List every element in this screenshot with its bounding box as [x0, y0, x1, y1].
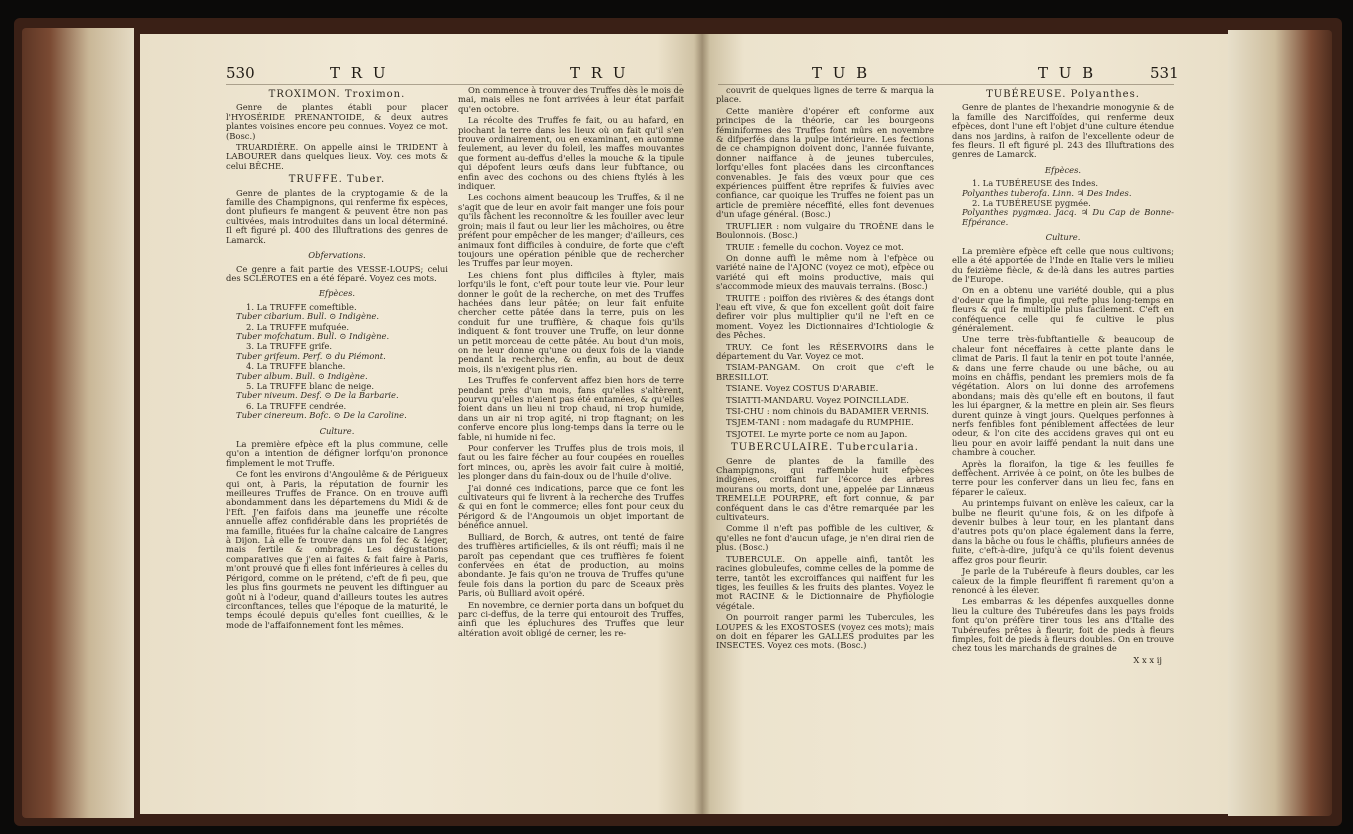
paragraph: couvrit de quelques lignes de terre & marqua la place.	[716, 85, 934, 105]
right-page	[702, 34, 1228, 814]
paragraph: TRUFLIER : nom vulgaire du TROÈNE dans le Boulonnois. (Bosc.)	[716, 220, 934, 241]
paragraph: Cette manière d'opérer eft conforme aux principes de la théorie, car les bourgeons féminiformes des Truffes font mûrs en novembre & difperfés dans la pulpe intérieure. Les fections de ce champignon doivent donc, l'année fuivante, donner naiffance à de jeunes tubercules, lorfqu'elles font placées dans les circonftances convenables. Je fais des vœux pour que ces expériences puiffent être reprifes & fuivies avec confiance, car quoique les Truffes ne foient pas un article de première néceffité, elles font devenues d'un ufage général. (Bosc.)	[716, 105, 934, 220]
paragraph: Je parle de la Tubéreufe à fleurs doubles, car les caïeux de la fimple fleuriffent fi rarement qu'on a renoncé à les élever.	[952, 566, 1174, 595]
paragraph: Comme il n'eft pas poffible de les cultiver, & qu'elles ne font d'aucun ufage, je n'en dirai rien de plus. (Bosc.)	[716, 523, 934, 553]
paragraph: TRUITE : poiffon des rivières & des étangs dont l'eau eft vive, & que fon excellent goût doit faire defirer voir plus multiplier qu'il ne l'eft en ce moment. Voyez les Dictionnaires d'Ichtiologie & des Pêches.	[716, 292, 934, 341]
paragraph: Bulliard, de Borch, & autres, ont tenté de faire des truffières artificielles, & ils ont réuffi; mais il ne paroît pas cependant que ces truffières fe foient confervées en état de production, au moins abondante. Je fais qu'on ne trouva de Truffes qu'une feule fois dans la portion du parc de Sceaux près Paris, où Bulliard avoit opéré.	[458, 531, 684, 599]
paragraph: Pour conferver les Truffes plus de trois mois, il faut ou les faire fécher au four coupées en rouelles fort minces, ou, après les avoir fait cuire à moitié, les plonger dans du fain-doux ou de l'huile d'olive.	[458, 443, 684, 482]
paragraph: TSIATTI-MANDARU. Voyez POINCILLADE.	[726, 394, 909, 405]
signature-mark: X x x ij	[1133, 654, 1162, 665]
page-number: 531	[1150, 64, 1179, 82]
section-heading: Culture.	[319, 425, 355, 436]
paragraph: TSIANE. Voyez COSTUS D'ARABIE.	[726, 383, 879, 394]
section-heading: Obfervations.	[308, 250, 366, 261]
entry-title: TUBERCULAIRE. Tubercularia.	[731, 442, 919, 454]
paragraph: TUBERCULE. On appelle ainfi, tantôt les racines globuleufes, comme celles de la pomme de terre, tantôt les excroiffances qui naiffent fur les tiges, les feuilles & les fruits des plantes. Voyez le mot RACINE & le Dictionnaire de Phyfiologie végétale.	[716, 553, 934, 611]
paragraph: TSI-CHU : nom chinois du BADAMIER VERNIS.	[726, 406, 929, 416]
entry-title: TROXIMON. Troximon.	[268, 89, 406, 100]
paragraph: La récolte des Truffes fe fait, ou au hafard, en piochant la terre dans les lieux où on fait qu'il s'en trouve ordinairement, ou en examinant, en automne feulement, au lever du foleil, les maffes mouvantes que forment au-deffus d'elles la mouche & la tipule qui dépofent leurs œufs dans leur fubftance, ou enfin avec des cochons ou des chiens ftylés à les indiquer.	[458, 115, 684, 192]
running-head: T R U	[330, 64, 389, 82]
paragraph: TRUY. Ce font les RÉSERVOIRS dans le département du Var. Voyez ce mot.	[716, 341, 934, 361]
paragraph: La première efpèce eft celle que nous cultivons; elle a été apportée de l'Inde en Italie vers le milieu du feizième fiècle, & de-là dans les autres parties de l'Europe.	[952, 245, 1174, 284]
section-heading: Efpèces.	[1044, 164, 1082, 175]
paragraph: Tuber cinereum. Bofc. ⊙ De la Caroline.	[236, 410, 407, 421]
paragraph: 2. La TUBÉREUSE pygmée.	[972, 198, 1091, 209]
paragraph: Les Truffes fe confervent affez bien hors de terre pendant près d'un mois, fans qu'elles s'altèrent, pourvu qu'elles n'aient pas été entamées, & qu'elles foient dans un lieu ni trop chaud, ni trop humide, dans un air ni trop agité, ni trop ftagnant; on les conferve encore plus long-temps dans la terre ou le fable, ni humide ni fec.	[458, 375, 684, 442]
paragraph: Genre de plantes de l'hexandrie monogynie & de la famille des Narciffoïdes, qui renferme deux efpèces, dont l'une eft l'objet d'une culture étendue dans nos jardins, à raifon de l'excellente odeur de fes fleurs. Il eft figuré pl. 243 des Illuftrations des genres de Lamarck.	[952, 102, 1174, 160]
page-stack-right	[1228, 30, 1332, 816]
paragraph: 5. La TRUFFE blanc de neige.	[246, 380, 374, 391]
paragraph: 3. La TRUFFE grife.	[246, 341, 332, 352]
paragraph: TSIAM-PANGAM. On croit que c'eft le BRESILLOT.	[716, 362, 934, 382]
paragraph: Au printemps fuivant on enlève les caïeux, car la bulbe ne fleurit qu'une fois, & on les difpofe à devenir bulbes à leur tour, en les plantant dans d'autres pots qu'on place également dans la ferre, dans la bâche ou fous le châffis, plufieurs années de fuite, c'eft-à-dire, jufqu'à ce qu'ils foient devenus affez gros pour fleurir.	[952, 498, 1174, 565]
paragraph: Genre de plantes de la cryptogamie & de la famille des Champignons, qui renferme fix espèces, dont plufieurs fe mangent & peuvent être non pas cultivées, mais introduites dans un local déterminé. Il eft figuré pl. 400 des Illuftrations des genres de Lamarck.	[226, 187, 448, 245]
paragraph: Tuber mofchatum. Bull. ⊙ Indigène.	[236, 330, 390, 341]
paragraph: Ce font les environs d'Angoulême & de Périgueux qui ont, à Paris, la réputation de fournir les meilleures Truffes de France. On en trouve auffi abondamment dans les départemens du Midi & de l'Eft. J'en faifois dans ma jeuneffe une récolte annuelle affez confidérable dans les propriétés de ma famille, fituées fur la chaîne calcaire de Langres à Dijon. Là elle fe trouve dans un fol fec & léger, mais fertile & ombragé. Les dégustations comparatives que j'en ai faites & fait faire à Paris, m'ont prouvé que fi elles font inférieures à celles du Périgord, comme on le prétend, c'eft de fi peu, que les plus fins gourmets ne peuvent les diftinguer au goût ni à l'odeur, quand d'ailleurs toutes les autres circonftances, telles que l'époque de la maturité, le temps écoulé depuis qu'elles font cueillies, & le mode de l'affaifonnement font les mêmes.	[226, 469, 448, 630]
paragraph: Ce genre a fait partie des VESSE-LOUPS; celui des SCLÉROTES en a été féparé. Voyez ces mots.	[226, 263, 448, 283]
running-head: T U B	[1038, 64, 1097, 82]
paragraph: Tuber cibarium. Bull. ⊙ Indigène.	[236, 311, 380, 322]
left-page	[140, 34, 702, 814]
running-head: T R U	[570, 64, 629, 82]
paragraph: Tuber grifeum. Perf. ⊙ du Piémont.	[236, 350, 386, 361]
paragraph: 6. La TRUFFE cendrée.	[246, 400, 347, 411]
paragraph: Polyanthes pygmæa. Jacq. ♃ Du Cap de Bonne-Efpérance.	[962, 207, 1174, 227]
text-column	[458, 86, 684, 640]
paragraph: Genre de plantes établi pour placer l'HYOSÉRIDE PRENANTOIDE, & deux autres plantes voisines encore peu connues. Voyez ce mot. (Bosc.)	[226, 102, 448, 141]
paragraph: On commence à trouver des Truffes dès le mois de mai, mais elles ne font arrivées à leur état parfait qu'en octobre.	[458, 85, 684, 114]
section-heading: Culture.	[1045, 232, 1081, 243]
page-stack-left	[22, 28, 134, 818]
paragraph: 2. La TRUFFE mufquée.	[246, 321, 349, 332]
paragraph: Genre de plantes de la famille des Champignons, qui raffemble huit efpèces indigènes, croiffant fur l'écorce des arbres mourans ou morts, dont une, appelée par Linnæus TREMELLE POURPRE, eft fort connue, & par conféquent dans le cas d'être remarquée par les cultivateurs.	[716, 455, 934, 523]
paragraph: Les embarras & les dépenfes auxquelles donne lieu la culture des Tubéreufes dans les pays froids font qu'on préfère tirer tous les ans d'Italie des Tubéreufes prêtes à fleurir, foit de pieds à fleurs fimples, foit de pieds à fleurs doubles. On en trouve chez tous les marchands de graines de	[952, 596, 1174, 654]
entry-title: TRUFFE. Tuber.	[288, 174, 386, 186]
running-head: T U B	[812, 64, 871, 82]
paragraph: Tuber album. Bull. ⊙ Indigène.	[236, 370, 368, 381]
paragraph: 1. La TUBÉREUSE des Indes.	[972, 178, 1099, 189]
paragraph: Les cochons aiment beaucoup les Truffes, & il ne s'agit que de leur en avoir fait manger une fois pour qu'ils fâchent les reconnoître & les fouiller avec leur groin; mais il faut ou leur lier les mâchoires, ou être préfent pour empêcher de les manger; d'ailleurs, ces animaux font difficiles à conduire, de forte que c'eft toujours une opération pénible que de rechercher les Truffes par leur moyen.	[458, 192, 684, 269]
book-gutter	[694, 34, 710, 814]
text-column	[226, 86, 448, 632]
paragraph: En novembre, ce dernier porta dans un bofquet du parc ci-deffus, de la terre qui entouroit des Truffes, ainfi que les épluchures des Truffes que leur altération avoit obligé de cerner, les re-	[458, 599, 684, 638]
paragraph: 1. La TRUFFE comeftible.	[246, 301, 357, 312]
paragraph: Les chiens font plus difficiles à ftyler, mais lorfqu'ils le font, c'eft pour toute leur vie. Pour leur donner le goût de la recherche, on met des Truffes hachées dans leur pâtée; on leur fait enfuite chercher cette pâtée dans la terre, puis on les conduit fur une truffière, & chaque fois qu'ils indiquent & font trouver une Truffe, on leur donne un petit morceau de cette pâtée. Au bout d'un mois, on ne leur donne qu'une ou deux fois de la viande pendant la recherche, & enfin, au bout de deux mois, ils n'exigent plus rien.	[458, 269, 684, 374]
paragraph: TRUARDIÈRE. On appelle ainsi le TRIDENT à LABOURER dans quelques lieux. Voy. ces mots & celui BÊCHE.	[226, 142, 448, 171]
paragraph: On donne auffi le même nom à l'efpèce ou variété naine de l'AJONC (voyez ce mot), efpèce ou variété qui eft moins productive, mais qui s'accommode mieux des mauvais terrains. (Bosc.)	[716, 252, 934, 292]
paragraph: Après la floraifon, la tige & les feuilles fe deffèchent. Arrivée à ce point, on ôte les bulbes de terre pour les conferver dans un lieu fec, fans en féparer le caïeux.	[952, 458, 1174, 497]
text-column	[716, 86, 934, 653]
paragraph: On pourroit ranger parmi les Tubercules, les LOUPES & les EXOSTOSES (voyez ces mots); mais on doit en féparer les GALLES produites par les INSECTES. Voyez ces mots. (Bosc.)	[716, 612, 934, 651]
paragraph: TSJEM-TANI : nom madagafe du RUMPHIE.	[726, 417, 914, 428]
paragraph: Polyanthes tuberofa. Linn. ♃ Des Indes.	[962, 187, 1132, 198]
paragraph: J'ai donné ces indications, parce que ce font les cultivateurs qui fe livrent à la recherche des Truffes & qui en font le commerce; elles font pour ceux du Périgord & de l'Angoumois un objet important de bénéfice annuel.	[458, 482, 684, 531]
text-column	[952, 86, 1174, 667]
paragraph: TSJOTEI. Le myrte porte ce nom au Japon.	[726, 428, 908, 439]
entry-title: TUBÉREUSE. Polyanthes.	[986, 89, 1140, 100]
page-number: 530	[226, 64, 255, 82]
paragraph: On en a obtenu une variété double, qui a plus d'odeur que la fimple, qui refte plus long-temps en fleurs & qui fe multiplie plus facilement. C'eft en conféquence celle qui fe cultive le plus généralement.	[952, 285, 1174, 333]
paragraph: Une terre très-fubftantielle & beaucoup de chaleur font néceffaires à cette plante dans le climat de Paris. Il faut la tenir en pot toute l'année, & dans une ferre chaude ou une bâche, ou au moins en châffis, pendant les premiers mois de fa végétation. Alors on lui donne des arrofemens abondans; mais dès qu'elle eft en boutons, il faut les lui épargner, & la mettre en plein air. Ses fleurs durent quinze à vingt jours. Quelques perfonnes à nerfs fenfibles font péniblement affectées de leur odeur, & l'on cite des accidens graves qui ont eu lieu pour en avoir laiffé pendant la nuit dans une chambre à coucher.	[952, 334, 1174, 458]
paragraph: La première efpèce eft la plus commune, celle qu'on a intention de défigner lorfqu'on prononce fimplement le mot Truffe.	[226, 439, 448, 468]
paragraph: TRUIE : femelle du cochon. Voyez ce mot.	[726, 241, 904, 252]
paragraph: Tuber niveum. Desf. ⊙ De la Barbarie.	[236, 390, 399, 401]
section-heading: Efpèces.	[318, 288, 356, 299]
paragraph: 4. La TRUFFE blanche.	[246, 361, 346, 372]
